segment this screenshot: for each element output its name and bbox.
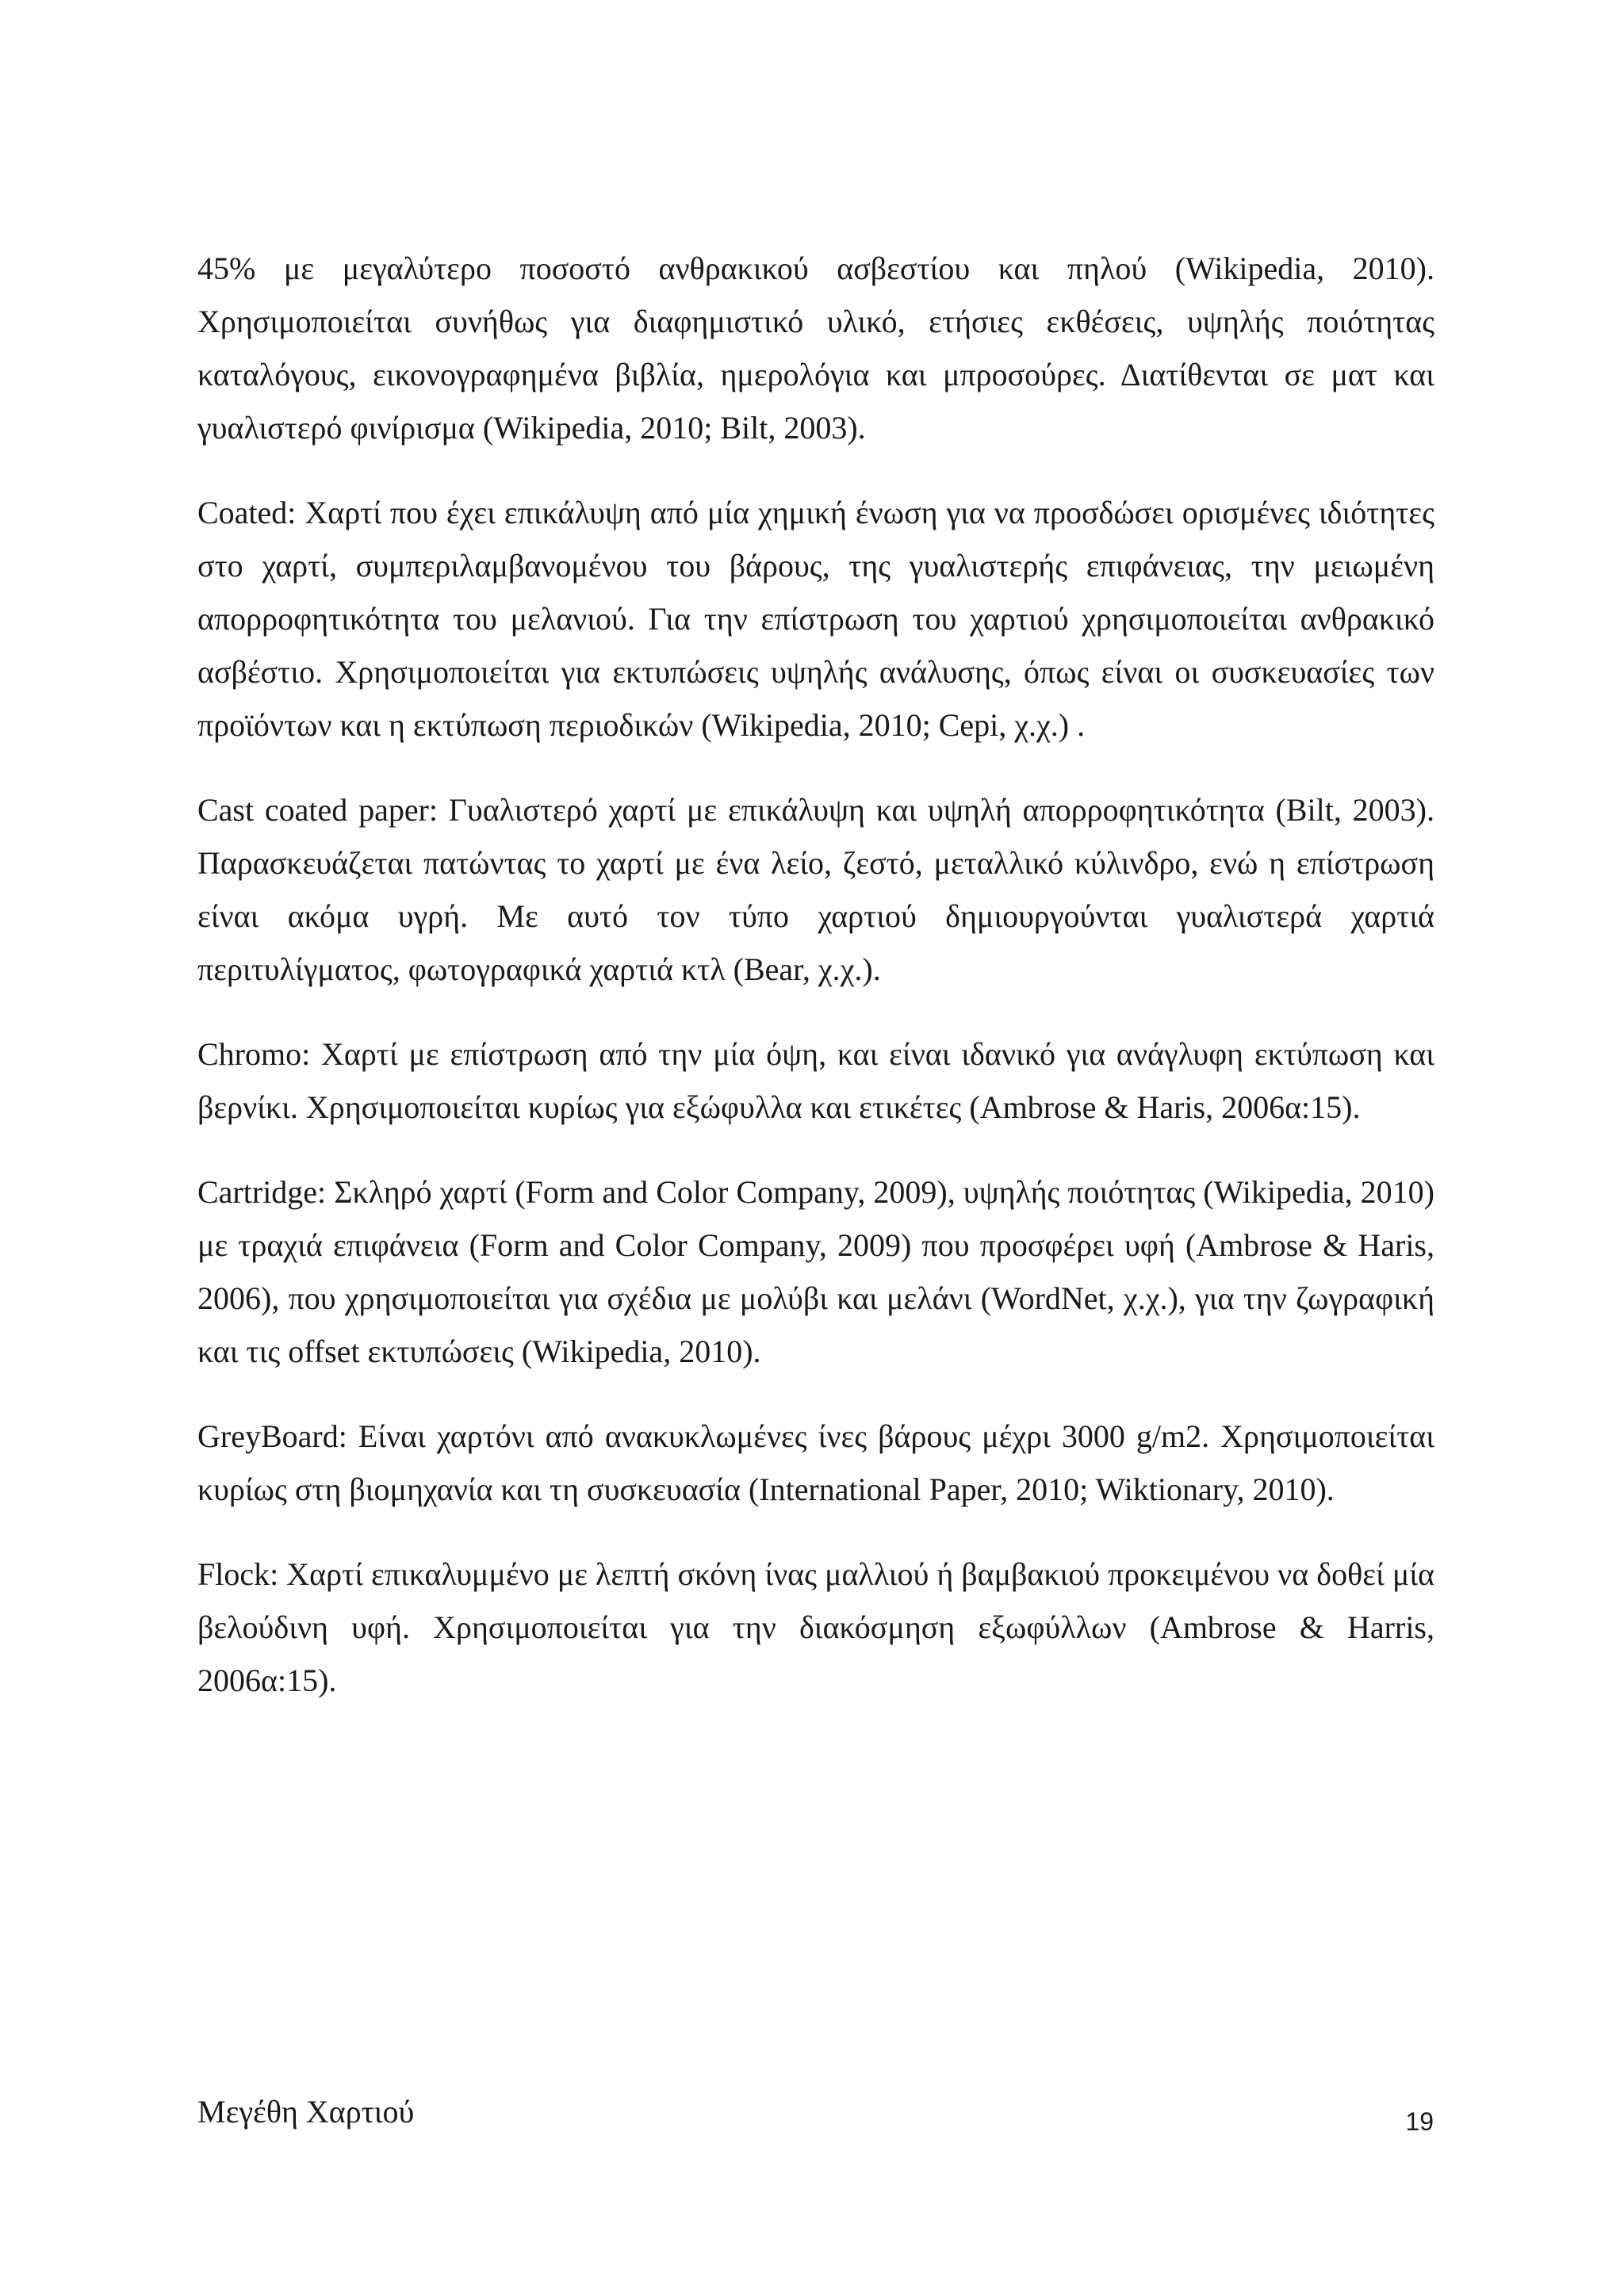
body-text bbox=[197, 242, 1434, 1739]
paragraph-continuation: 45% με μεγαλύτερο ποσοστό ανθρακικού ασβεστίου και πηλού (Wikipedia, 2010). Χρησιμοποιείται συνήθως για διαφημιστικό υλικό, ετήσιες εκθέσεις, υψηλής ποιότητας καταλόγους, εικονογραφημένα βιβλία, ημερολόγια και μπροσούρες. Διατίθενται σε ματ και γυαλιστερό φινίρισμα (Wikipedia, 2010; Bilt, 2003). bbox=[197, 251, 1434, 446]
paragraph-chromo: Chromo: Χαρτί με επίστρωση από την μία όψη, και είναι ιδανικό για ανάγλυφη εκτύπωση και βερνίκι. Χρησιμοποιείται κυρίως για εξώφυλλα και ετικέτες (Ambrose & Haris, 2006α:15). bbox=[197, 1036, 1434, 1125]
paragraph-coated: Coated: Χαρτί που έχει επικάλυψη από μία χημική ένωση για να προσδώσει ορισμένες ιδιότητες στο χαρτί, συμπεριλαμβανομένου του βάρους, της γυαλιστερής επιφάνειας, την μειωμένη απορροφητικότητα του μελανιού. Για την επίστρωση του χαρτιού χρησιμοποιείται ανθρακικό ασβέστιο. Χρησιμοποιείται για εκτυπώσεις υψηλής ανάλυσης, όπως είναι οι συσκευασίες των προϊόντων και η εκτύπωση περιοδικών (Wikipedia, 2010; Cepi, χ.χ.) . bbox=[197, 495, 1434, 743]
paragraph-greyboard: GreyBoard: Είναι χαρτόνι από ανακυκλωμένες ίνες βάρους μέχρι 3000 g/m2. Χρησιμοποιείται κυρίως στη βιομηχανία και τη συσκευασία (International Paper, 2010; Wiktionary, 2010). bbox=[197, 1418, 1434, 1507]
paragraph-cartridge: Cartridge: Σκληρό χαρτί (Form and Color Company, 2009), υψηλής ποιότητας (Wikipedia, 2010) με τραχιά επιφάνεια (Form and Color Company, 2009) που προσφέρει υφή (Ambrose & Haris, 2006), που χρησιμοποιείται για σχέδια με μολύβι και μελάνι (WordNet, χ.χ.), για την ζωγραφική και τις offset εκτυπώσεις (Wikipedia, 2010). bbox=[197, 1174, 1434, 1369]
page-number: 19 bbox=[1405, 2107, 1434, 2136]
paragraph-cast-coated: Cast coated paper: Γυαλιστερό χαρτί με επικάλυψη και υψηλή απορροφητικότητα (Bilt, 2003). Παρασκευάζεται πατώντας το χαρτί με ένα λείο, ζεστό, μεταλλικό κύλινδρο, ενώ η επίστρωση είναι ακόμα υγρή. Με αυτό τον τύπο χαρτιού δημιουργούνται γυαλιστερά χαρτιά περιτυλίγματος, φωτογραφικά χαρτιά κτλ (Bear, χ.χ.). bbox=[197, 792, 1434, 987]
section-heading: Μεγέθη Χαρτιού bbox=[197, 2094, 415, 2130]
paragraph-flock: Flock: Χαρτί επικαλυμμένο με λεπτή σκόνη ίνας μαλλιού ή βαμβακιού προκειμένου να δοθεί μία βελούδινη υφή. Χρησιμοποιείται για την διακόσμηση εξωφύλλων (Ambrose & Harris, 2006α:15). bbox=[197, 1556, 1434, 1698]
